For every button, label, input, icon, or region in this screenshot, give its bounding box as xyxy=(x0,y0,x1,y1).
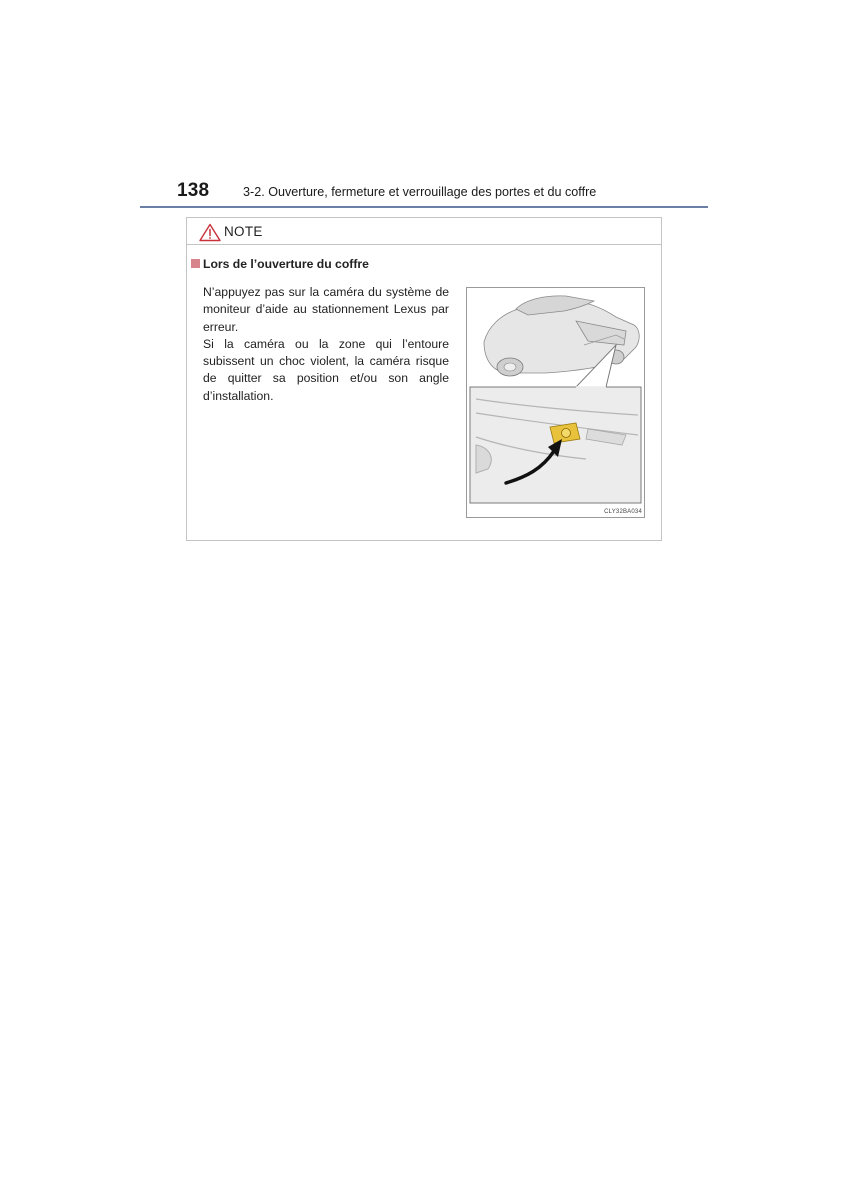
section-title: 3-2. Ouverture, fermeture et verrouillage des portes et du coffre xyxy=(243,185,597,199)
rear-camera-illustration xyxy=(466,287,645,518)
page-header xyxy=(140,178,708,210)
subheading-text: Lors de l’ouverture du coffre xyxy=(203,257,369,271)
note-paragraph: N’appuyez pas sur la caméra du système de moniteur d’aide au stationnement Lexus par erreur. xyxy=(203,285,449,334)
note-header xyxy=(187,218,661,245)
note-body xyxy=(203,284,449,405)
car-trunk-camera-drawing xyxy=(466,287,645,518)
note-paragraph: Si la caméra ou la zone qui l’entoure subissent un choc violent, la caméra risque de quitter sa position et/ou son angle d’installation. xyxy=(203,336,449,403)
bullet-square-icon xyxy=(191,259,200,268)
warning-triangle-icon xyxy=(199,223,221,242)
header-divider xyxy=(140,206,708,208)
page-number: 138 xyxy=(177,180,210,201)
note-label: NOTE xyxy=(224,224,263,239)
note-box xyxy=(186,217,662,541)
figure-code: CLY32BA034 xyxy=(604,509,642,515)
